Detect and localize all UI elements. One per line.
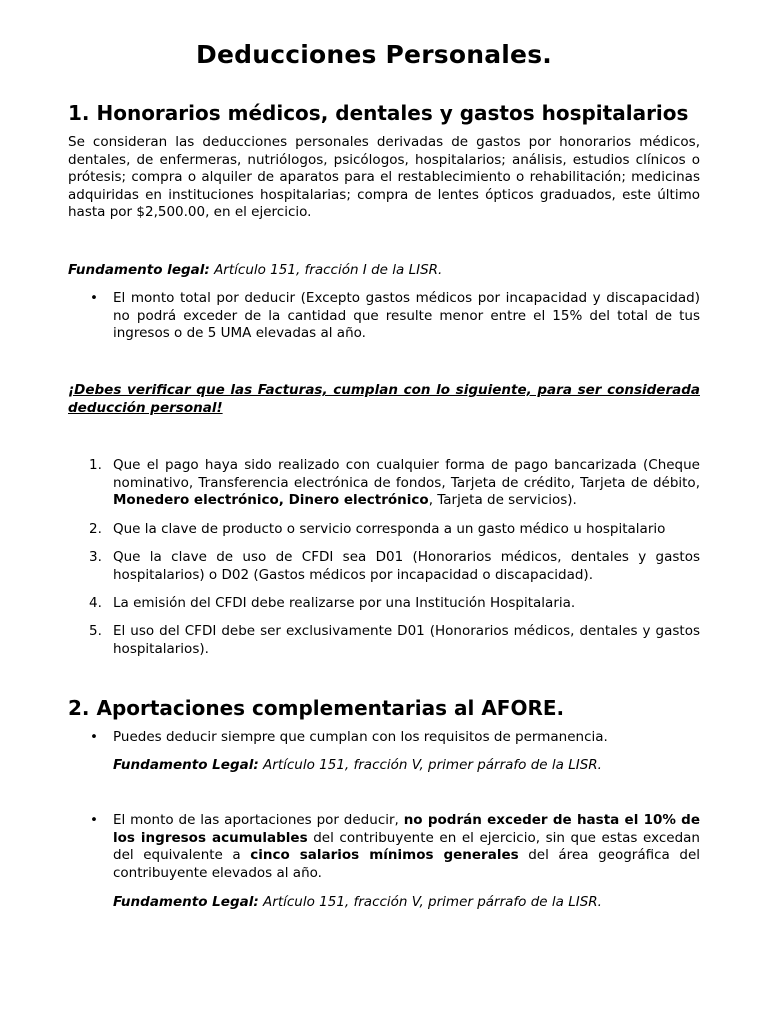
list-number: 4. — [89, 595, 102, 611]
section-1-heading: 1. Honorarios médicos, dentales y gastos hospitalarios — [68, 101, 689, 125]
bullet-text: Puedes deducir siempre que cumplan con los requisitos de permanencia. — [113, 729, 608, 745]
legal-basis-text: Artículo 151, fracción I de la LISR. — [209, 262, 443, 278]
list-item-text-part: , Tarjeta de servicios). — [428, 492, 577, 509]
bullet-text-bold: no podrán exceder de hasta el 10% de los ingresos acumulables — [113, 812, 700, 846]
list-item-text-part: Que el pago haya sido realizado con cualquier forma de pago bancarizada (Cheque nominativo, Transferencia electrónica de fondos, Tarjeta de crédito, Tarjeta de débito, — [113, 457, 700, 491]
list-item-text: Que la clave de producto o servicio corresponda a un gasto médico u hospitalario — [113, 521, 666, 537]
invoice-warning: ¡Debes verificar que las Facturas, cumplan con lo siguiente, para ser considerada deducción personal! — [68, 382, 700, 416]
list-item-text: La emisión del CFDI debe realizarse por una Institución Hospitalaria. — [113, 595, 576, 611]
legal-basis-label: Fundamento legal: — [68, 262, 210, 278]
page-title: Deducciones Personales. — [196, 40, 552, 69]
list-number: 1. — [89, 457, 102, 473]
section-1-paragraph: Se consideran las deducciones personales derivadas de gastos por honorarios médicos, dentales, de enfermeras, nutriólogos, psicólogos, hospitalarios; análisis, estudios clínicos o prótesis; compra o alquiler de aparatos para el restablecimiento o rehabilitación; medicinas adquiridas en instituciones hospitalarias; compra de lentes ópticos graduados, este último hasta por $2,500.00, en el ejercicio. — [68, 134, 700, 221]
bullet-text-part: del contribuyente en el ejercicio, sin que estas excedan del equivalente a — [113, 829, 700, 864]
bullet-marker: • — [90, 812, 98, 828]
list-item-text: Que la clave de uso de CFDI sea D01 (Honorarios médicos, dentales y gastos hospitalarios) o D02 (Gastos médicos por incapacidad o discapacidad). — [113, 549, 700, 583]
list-item-text — [113, 457, 700, 510]
bullet-text — [113, 812, 700, 882]
list-item-text: El uso del CFDI debe ser exclusivamente D01 (Honorarios médicos, dentales y gastos hospitalarios). — [113, 623, 700, 657]
bullet-text-part: El monto de las aportaciones por deducir, — [113, 812, 404, 828]
bullet-text-bold: cinco salarios mínimos generales — [250, 847, 519, 864]
legal-basis-text: Artículo 151, fracción V, primer párrafo de la LISR. — [258, 757, 602, 773]
bullet-marker: • — [90, 290, 98, 306]
legal-basis-text: Artículo 151, fracción V, primer párrafo de la LISR. — [258, 894, 602, 910]
legal-basis-label: Fundamento Legal: — [113, 757, 259, 773]
section-2-legal-basis-1 — [113, 757, 602, 775]
bullet-text-part: del área geográfica del contribuyente elevados al año. — [113, 847, 700, 881]
list-item-text-bold: Monedero electrónico, Dinero electrónico — [113, 492, 429, 509]
list-number: 3. — [89, 549, 102, 565]
legal-basis-label: Fundamento Legal: — [113, 894, 259, 910]
section-2-legal-basis-2 — [113, 894, 602, 912]
section-2-heading: 2. Aportaciones complementarias al AFORE. — [68, 696, 565, 720]
bullet-marker: • — [90, 729, 98, 745]
bullet-text: El monto total por deducir (Excepto gastos médicos por incapacidad y discapacidad) no podrá exceder de la cantidad que resulte menor entre el 15% del total de tus ingresos o de 5 UMA elevadas al año. — [113, 290, 700, 342]
list-number: 2. — [89, 521, 102, 537]
section-1-legal-basis — [68, 262, 442, 280]
list-number: 5. — [89, 623, 102, 639]
